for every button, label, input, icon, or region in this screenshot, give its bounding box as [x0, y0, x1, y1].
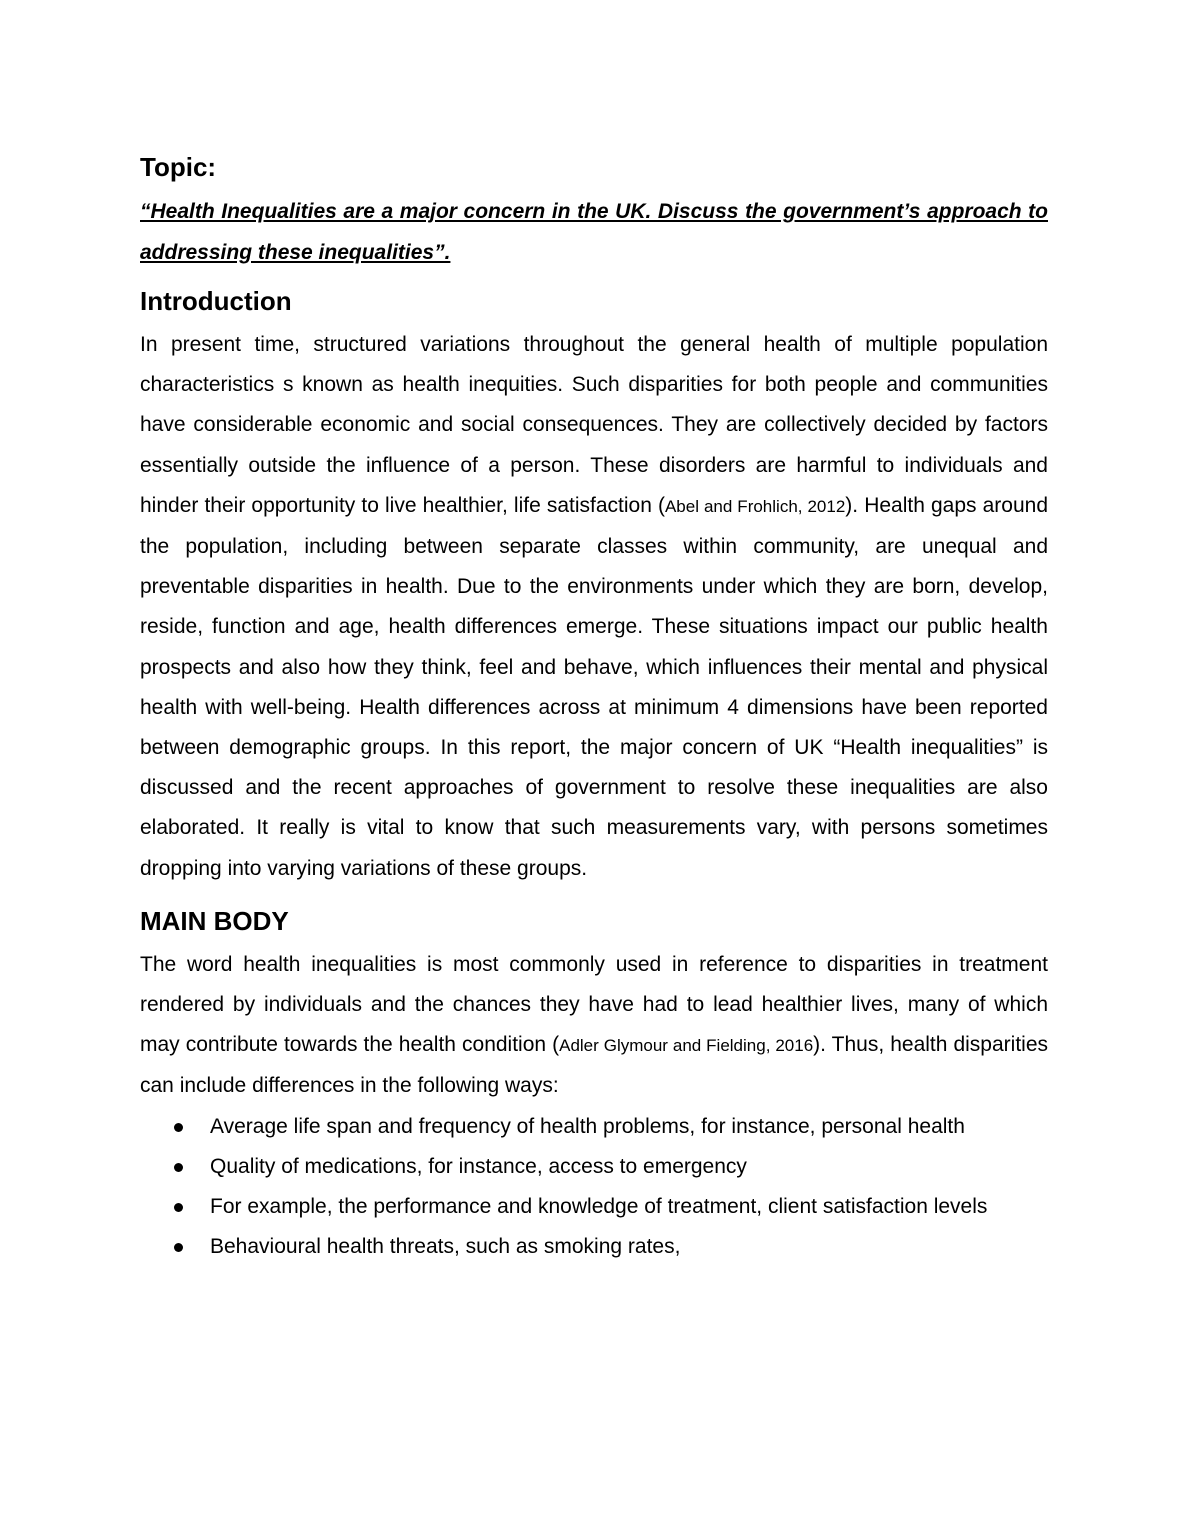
- bullet-icon: [174, 1243, 183, 1252]
- list-item: [140, 1227, 1048, 1267]
- list-item: [140, 1187, 1048, 1227]
- main-body-citation: Adler Glymour and Fielding, 2016: [559, 1036, 814, 1056]
- list-item-text: Quality of medications, for instance, access to emergency: [210, 1154, 747, 1178]
- topic-question: “Health Inequalities are a major concern in the UK. Discuss the government’s approach to addressing these inequalities”.: [140, 200, 1048, 264]
- topic-label: Topic:: [140, 152, 217, 182]
- list-item-text: Average life span and frequency of health problems, for instance, personal health: [210, 1114, 965, 1138]
- introduction-text-part1: In present time, structured variations throughout the general health of multiple population characteristics s known as health inequities. Such disparities for both people and communities have considerable economic and social consequences. They are collectively decided by factors essentially outside the influence of a person. These disorders are harmful to individuals and hinder their opportunity to live healthier, life satisfaction (: [140, 333, 1048, 517]
- list-item: [140, 1147, 1048, 1187]
- bullet-icon: [174, 1123, 183, 1132]
- main-body-paragraph: [140, 945, 1048, 1107]
- document-page: [140, 148, 1048, 1267]
- list-item-text: For example, the performance and knowledge of treatment, client satisfaction levels: [210, 1195, 988, 1219]
- main-body-text-part2: ). Thus, health disparities can include differences in the following ways:: [140, 1033, 1049, 1098]
- introduction-citation: Abel and Frohlich, 2012: [664, 496, 846, 516]
- bullet-icon: [174, 1203, 183, 1212]
- bullet-icon: [174, 1163, 183, 1172]
- introduction-paragraph: [140, 325, 1048, 889]
- list-item: [140, 1107, 1048, 1147]
- bullet-list: [140, 1107, 1048, 1268]
- introduction-heading: Introduction: [140, 286, 292, 316]
- list-item-text: Behavioural health threats, such as smoking rates,: [210, 1235, 681, 1259]
- main-body-heading: MAIN BODY: [140, 905, 289, 936]
- introduction-text-part2: ). Health gaps around the population, including between separate classes within community, are unequal and preventable disparities in health. Due to the environments under which they are born, develop, reside, function and age, health differences emerge. These situations impact our public health prospects and also how they think, feel and behave, which influences their mental and physical health with well-being. Health differences across at minimum 4 dimensions have been reported between demographic groups. In this report, the major concern of UK “Health inequalities” is discussed and the recent approaches of government to resolve these inequalities are also elaborated. It really is vital to know that such measurements vary, with persons sometimes dropping into varying variations of these groups.: [140, 493, 1049, 880]
- main-body-text-part1: The word health inequalities is most commonly used in reference to disparities in treatment rendered by individuals and the chances they have had to lead healthier lives, many of which may contribute towards the health condition (: [140, 952, 1048, 1057]
